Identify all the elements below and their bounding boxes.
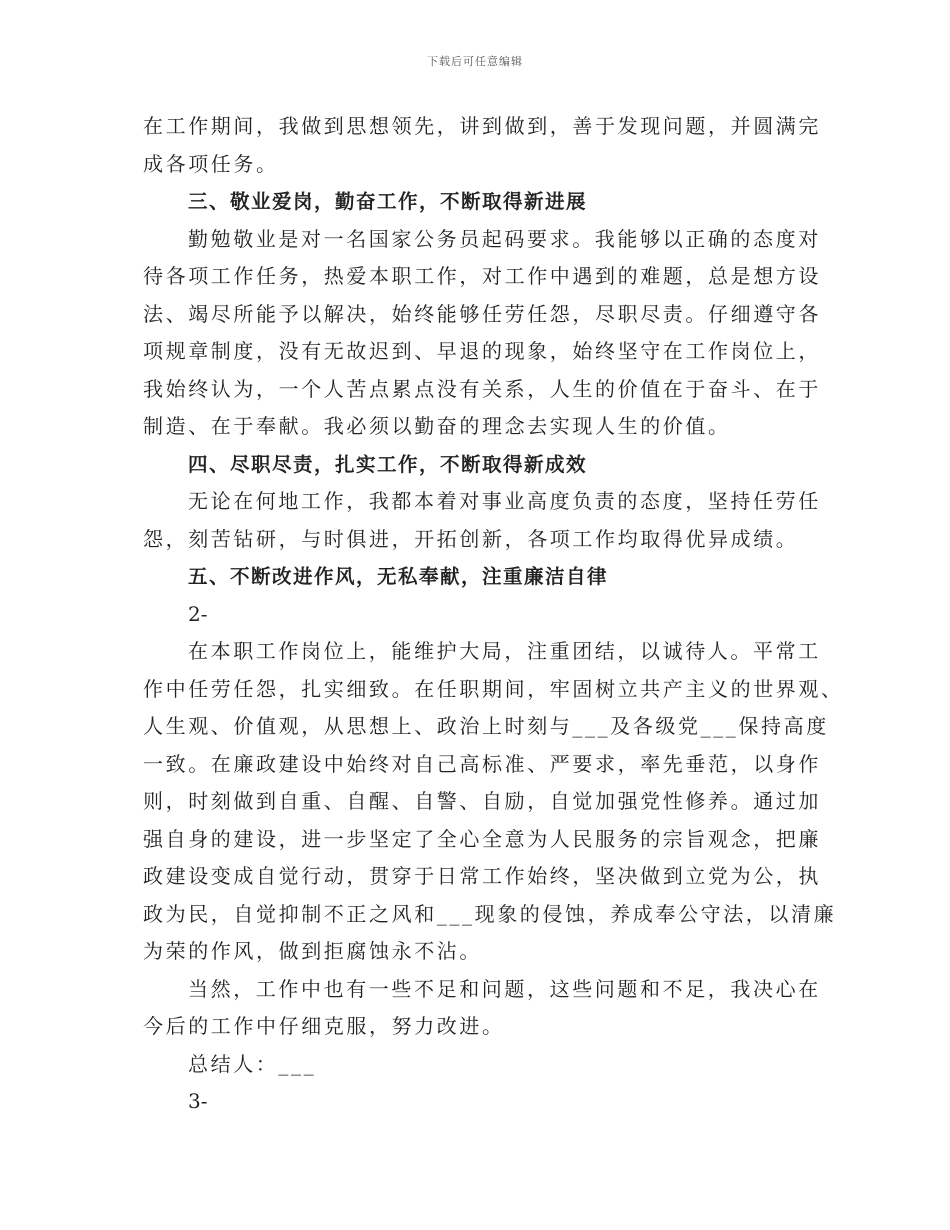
text-line: 法、竭尽所能予以解决，始终能够任劳任怨，尽职尽责。仔细遵守各 bbox=[143, 301, 821, 326]
text-line: 待各项工作任务，热爱本职工作，对工作中遇到的难题，总是想方设 bbox=[143, 264, 821, 288]
section-heading: 三、敬业爱岗，勤奋工作，不断取得新进展 bbox=[188, 190, 588, 213]
text-line: 在本职工作岗位上，能维护大局，注重团结，以诚待人。平常工 bbox=[188, 639, 821, 663]
text-line: 成各项任务。 bbox=[143, 151, 279, 176]
text-line: 则，时刻做到自重、自醒、自警、自励，自觉加强党性修养。通过加 bbox=[143, 789, 821, 813]
text-line: 强自身的建设，进一步坚定了全心全意为人民服务的宗旨观念，把廉 bbox=[143, 826, 821, 851]
text-line: 为荣的作风，做到拒腐蚀永不沾。 bbox=[143, 939, 482, 963]
text-line: 在工作期间，我做到思想领先，讲到做到，善于发现问题，并圆满完 bbox=[143, 114, 821, 138]
text-line: 制造、在于奉献。我必须以勤奋的理念去实现人生的价值。 bbox=[143, 414, 731, 438]
text-line: 人生观、价值观，从思想上、政治上时刻与___及各级党___保持高度 bbox=[143, 714, 829, 738]
text-line: 我始终认为，一个人苦点累点没有关系，人生的价值在于奋斗、在于 bbox=[143, 376, 821, 401]
section-heading: 四、尽职尽责，扎实工作，不断取得新成效 bbox=[188, 452, 588, 476]
text-line: 作中任劳任怨，扎实细致。在任职期间，牢固树立共产主义的世界观、 bbox=[143, 676, 844, 701]
text-line: 今后的工作中仔细克服，努力改进。 bbox=[143, 1014, 505, 1038]
page-number: 3- bbox=[188, 1089, 208, 1113]
text-line: 政建设变成自觉行动，贯穿于日常工作始终，坚决做到立党为公，执 bbox=[143, 864, 821, 888]
text-line: 勤勉敬业是对一名国家公务员起码要求。我能够以正确的态度对 bbox=[188, 226, 821, 251]
text-line: 项规章制度，没有无故迟到、早退的现象，始终坚守在工作岗位上， bbox=[143, 339, 821, 363]
text-line: 怨，刻苦钻研，与时俱进，开拓创新，各项工作均取得优异成绩。 bbox=[143, 526, 799, 551]
document-body bbox=[143, 108, 844, 1121]
text-line: 一致。在廉政建设中始终对自己高标准、严要求，率先垂范，以身作 bbox=[143, 751, 821, 776]
text-line: 政为民，自觉抑制不正之风和___现象的侵蚀，养成奉公守法，以清廉 bbox=[143, 901, 837, 926]
page-header: 下载后可任意编辑 bbox=[427, 55, 523, 68]
text-line: 总结人：___ bbox=[188, 1051, 317, 1076]
page-number: 2- bbox=[188, 601, 208, 626]
text-line: 无论在何地工作，我都本着对事业高度负责的态度，坚持任劳任 bbox=[188, 489, 821, 513]
section-heading: 五、不断改进作风，无私奉献，注重廉洁自律 bbox=[188, 565, 609, 588]
text-line: 当然，工作中也有一些不足和问题，这些问题和不足，我决心在 bbox=[188, 976, 821, 1001]
